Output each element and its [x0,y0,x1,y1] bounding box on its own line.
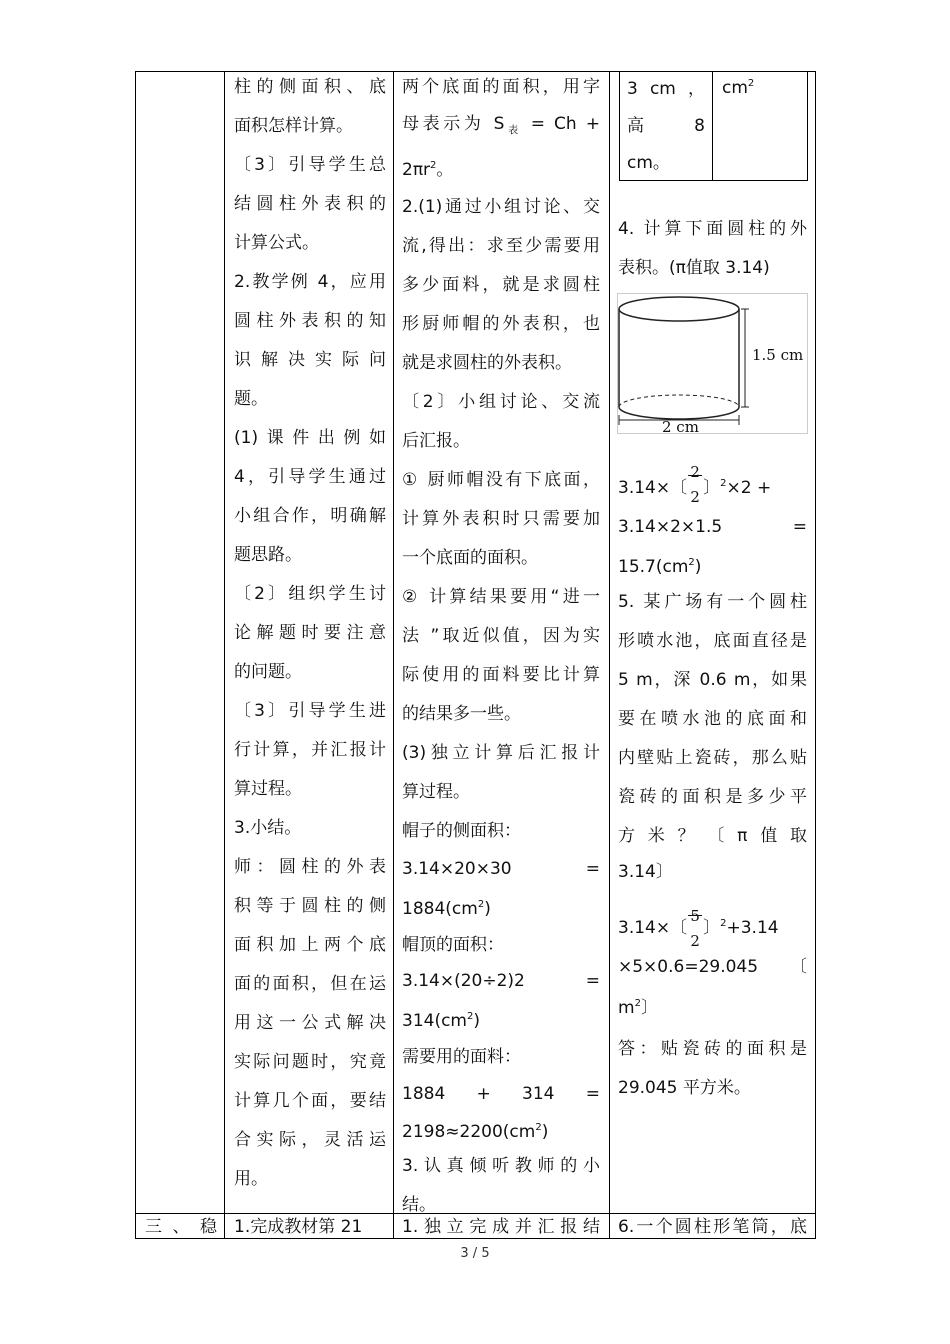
text-line: 3 cm ， [627,79,705,99]
formula-line: ×5×0.6=29.045 〔 [618,957,807,977]
formula-line: $314(cm^2)$ [402,1011,481,1032]
text-line: 圆柱外表积的知 [234,311,386,331]
text-line: 合实际，灵活运 [234,1130,386,1150]
text-line: 题思路。 [234,545,302,565]
text-line: 论解题时要注意 [234,623,386,643]
formula-line: $2\pi r^2$。 [402,160,454,181]
column-divider-3 [609,71,610,1239]
text-line: 小组合作，明确解 [234,506,386,526]
table-border-left [135,71,136,1239]
text-line: 〔3〕引导学生总 [234,155,386,175]
text-line: (3)独立计算后汇报计 [402,743,600,764]
page-number: 3 / 5 [460,1246,490,1261]
height-label: 1.5 cm [752,346,804,364]
text-line: 柱的侧面积、底 [234,77,386,97]
text-line: 2.教学例 4，应用 [234,272,386,292]
text-line: 计算公式。 [234,233,319,253]
text-line: 3.14〕 [618,862,673,882]
text-line: 〔2〕小组讨论、交流 [402,392,600,413]
text-line: 师：圆柱的外表 [234,857,386,877]
text-line: 面的面积，但在运 [234,974,386,994]
text-line: 结圆柱外表积的 [234,194,386,214]
exercise-4-solution [618,464,807,1108]
cylinder-drawing [618,294,807,433]
inner-table-divider [712,71,713,181]
text-line: 4，引导学生通过 [234,467,386,487]
text-line: ② 计算结果要用“进一 [402,587,600,608]
formula-line: 1884 + 314 = [402,1084,600,1105]
text-line: 算过程。 [234,779,302,799]
text-line: 答：贴瓷砖的面积是 [618,1039,807,1059]
formula-line: $2198\approx 2200(cm^2)$ [402,1122,549,1143]
text-line: 形厨师帽的外表积，也 [402,314,600,335]
text-line: cm。 [627,153,670,173]
text-line: 法 ”取近似值，因为实 [402,626,600,647]
text-line: 4. 计算下面圆柱的外 [618,219,807,239]
text-line: 高 8 [627,116,705,136]
text-line: 2.(1)通过小组讨论、交 [402,197,600,218]
column-divider-2 [393,71,394,1239]
text-line: 29.045 平方米。 [618,1078,751,1098]
row2-student-text: 1.独立完成并汇报结 [402,1217,600,1237]
text-line: (1)课件出例如 [234,428,386,448]
text-line: 流,得出：求至少需要用 [402,236,600,257]
formula-line: 3.14×〔 2 2 〕$^2$×2 + [618,463,772,506]
text-line: 方米？〔π值取 [618,826,807,846]
text-line: 就是求圆柱的外表积。 [402,353,572,374]
text-line: 〔3〕引导学生进 [234,701,386,721]
formula-line: $15.7(cm^2)$ [618,557,702,577]
text-line: 要在喷水池的底面和 [618,709,807,729]
text-line: 帽子的侧面积： [402,821,521,842]
teacher-activity-column [234,68,386,1199]
inner-cell-right [722,71,754,101]
text-line: 多少面料，就是求圆柱 [402,275,600,296]
inner-cell-left [627,71,705,181]
text-line: 用。 [234,1169,268,1189]
text-line: 实际问题时，究竟 [234,1052,386,1072]
text-line: 积等于圆柱的侧 [234,896,386,916]
text-line: 识解决实际问 [234,350,386,370]
text-line: 结。 [402,1195,436,1216]
column-divider-1 [224,71,225,1239]
formula-line: 3.14×20×30 = [402,859,600,880]
table-border-right [815,71,816,1239]
text-line: ① 厨师帽没有下底面， [402,470,600,491]
text-line: 内壁贴上瓷砖，那么贴 [618,748,807,768]
inner-table [619,71,806,182]
text-line: 形喷水池，底面直径是 [618,631,807,651]
stage-label: 三、稳 [145,1217,217,1237]
lesson-table [135,71,816,1239]
text-line: 的问题。 [234,662,302,682]
formula-line: $m^2$〕 [618,998,658,1018]
diameter-label: 2 cm [662,418,699,433]
text-line: 题。 [234,389,268,409]
fraction: 5 2 [687,918,703,938]
exercise-4 [618,210,807,288]
formula-line: 3.14×(20÷2)2 = [402,971,600,992]
text-line: 计算外表积时只需要加 [402,509,600,530]
text-line: 表积。(π值取 3.14) [618,258,770,278]
text-line: $cm^2$ [722,78,755,98]
text-line: 瓷砖的面积是多少平 [618,787,807,807]
text-line: 面积加上两个底 [234,935,386,955]
text-line: 5. 某广场有一个圆柱 [618,592,807,612]
text-line: 面积怎样计算。 [234,116,353,136]
text-line: 行计算，并汇报计 [234,740,386,760]
formula-line: 母表示为 $S_表 = Ch$ + [402,114,600,137]
row2-exercise-text: 6.一个圆柱形笔筒，底 [618,1217,807,1237]
text-line: 际使用的面料要比计算 [402,665,600,686]
text-line: 算过程。 [402,782,470,803]
text-line: 3.小结。 [234,818,302,838]
formula-line: 3.14×2×1.5 = [618,517,807,537]
student-activity-column [402,68,600,1225]
formula-line: $1884(cm^2)$ [402,899,491,920]
row2-teacher-text: 1.完成教材第 21 [234,1217,363,1237]
formula-line: 3.14×〔 5 2 〕$^2$+3.14 [618,907,779,950]
text-line: 需要用的面料： [402,1047,521,1068]
text-line: 计算几个面，要结 [234,1091,386,1111]
text-line: 〔2〕组织学生讨 [234,584,386,604]
text-line: 用这一公式解决 [234,1013,386,1033]
fraction: 2 2 [687,478,703,498]
text-line: 一个底面的面积。 [402,548,538,569]
text-line: 两个底面的面积，用字 [402,77,600,97]
text-line: 5 m，深 0.6 m，如果 [618,670,807,690]
text-line: 3.认真倾听教师的小 [402,1156,600,1177]
text-line: 帽顶的面积： [402,935,504,956]
text-line: 的结果多一些。 [402,704,521,725]
cylinder-figure [617,293,808,434]
text-line: 后汇报。 [402,431,470,452]
